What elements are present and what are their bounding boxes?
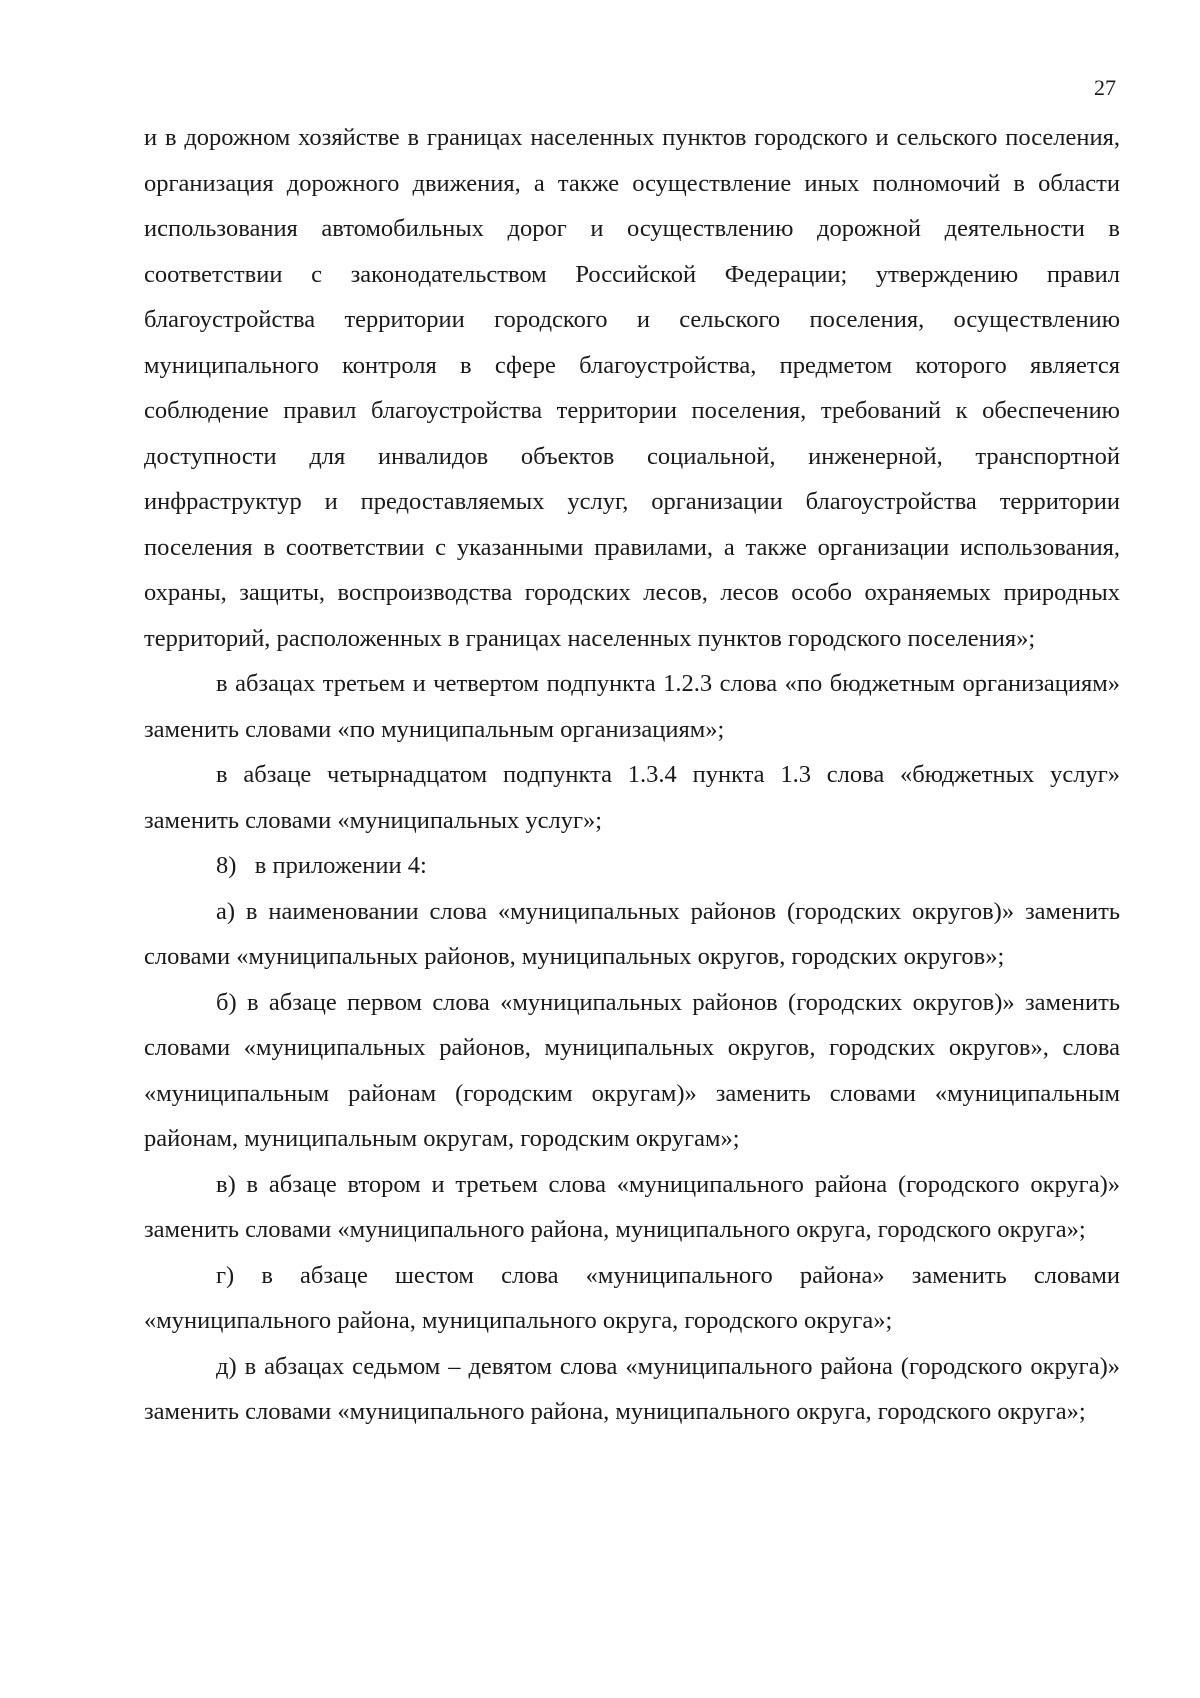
list-subitem: а) в наименовании слова «муниципальных районов (городских округов)» заменить словами «муниципальных районов, муниципальных округов, городских округов»; [144,897,1120,970]
list-subitem: г) в абзаце шестом слова «муниципального района» заменить словами «муниципального района, муниципального округа, городского округа»; [144,1261,1120,1334]
paragraph-continuation: и в дорожном хозяйстве в границах населенных пунктов городского и сельского поселения, организация дорожного движения, а также осуществление иных полномочий в области использования автомобильных дорог и осуществлению дорожной деятельности в соответствии с законодательством Российской Федерации; утверждению правил благоустройства территории городского и сельского поселения, осуществлению муниципального контроля в сфере благоустройства, предметом которого является соблюдение правил благоустройства территории поселения, требований к обеспечению доступности для инвалидов объектов социальной, инженерной, транспортной инфраструктур и предоставляемых услуг, организации благоустройства территории поселения в соответствии с указанными правилами, а также организации использования, охраны, защиты, воспроизводства городских лесов, лесов особо охраняемых природных территорий, расположенных в границах населенных пунктов городского поселения»; [144,124,1120,652]
paragraph: в абзаце четырнадцатом подпункта 1.3.4 пункта 1.3 слова «бюджетных услуг» заменить словами «муниципальных услуг»; [144,761,1120,834]
list-item-heading: 8) в приложении 4: [216,852,427,879]
paragraph: в абзацах третьем и четвертом подпункта 1.2.3 слова «по бюджетным организациям» заменить словами «по муниципальным организациям»; [144,670,1120,743]
document-body [144,115,1120,1435]
list-subitem: д) в абзацах седьмом – девятом слова «муниципального района (городского округа)» заменить словами «муниципального района, муниципального округа, городского округа»; [144,1352,1120,1425]
page-number: 27 [1094,75,1116,100]
list-subitem: в) в абзаце втором и третьем слова «муниципального района (городского округа)» заменить словами «муниципального района, муниципального округа, городского округа»; [144,1170,1120,1243]
list-subitem: б) в абзаце первом слова «муниципальных районов (городских округов)» заменить словами «муниципальных районов, муниципальных округов, городских округов», слова «муниципальным районам (городским округам)» заменить словами «муниципальным районам, муниципальным округам, городским округам»; [144,988,1120,1152]
